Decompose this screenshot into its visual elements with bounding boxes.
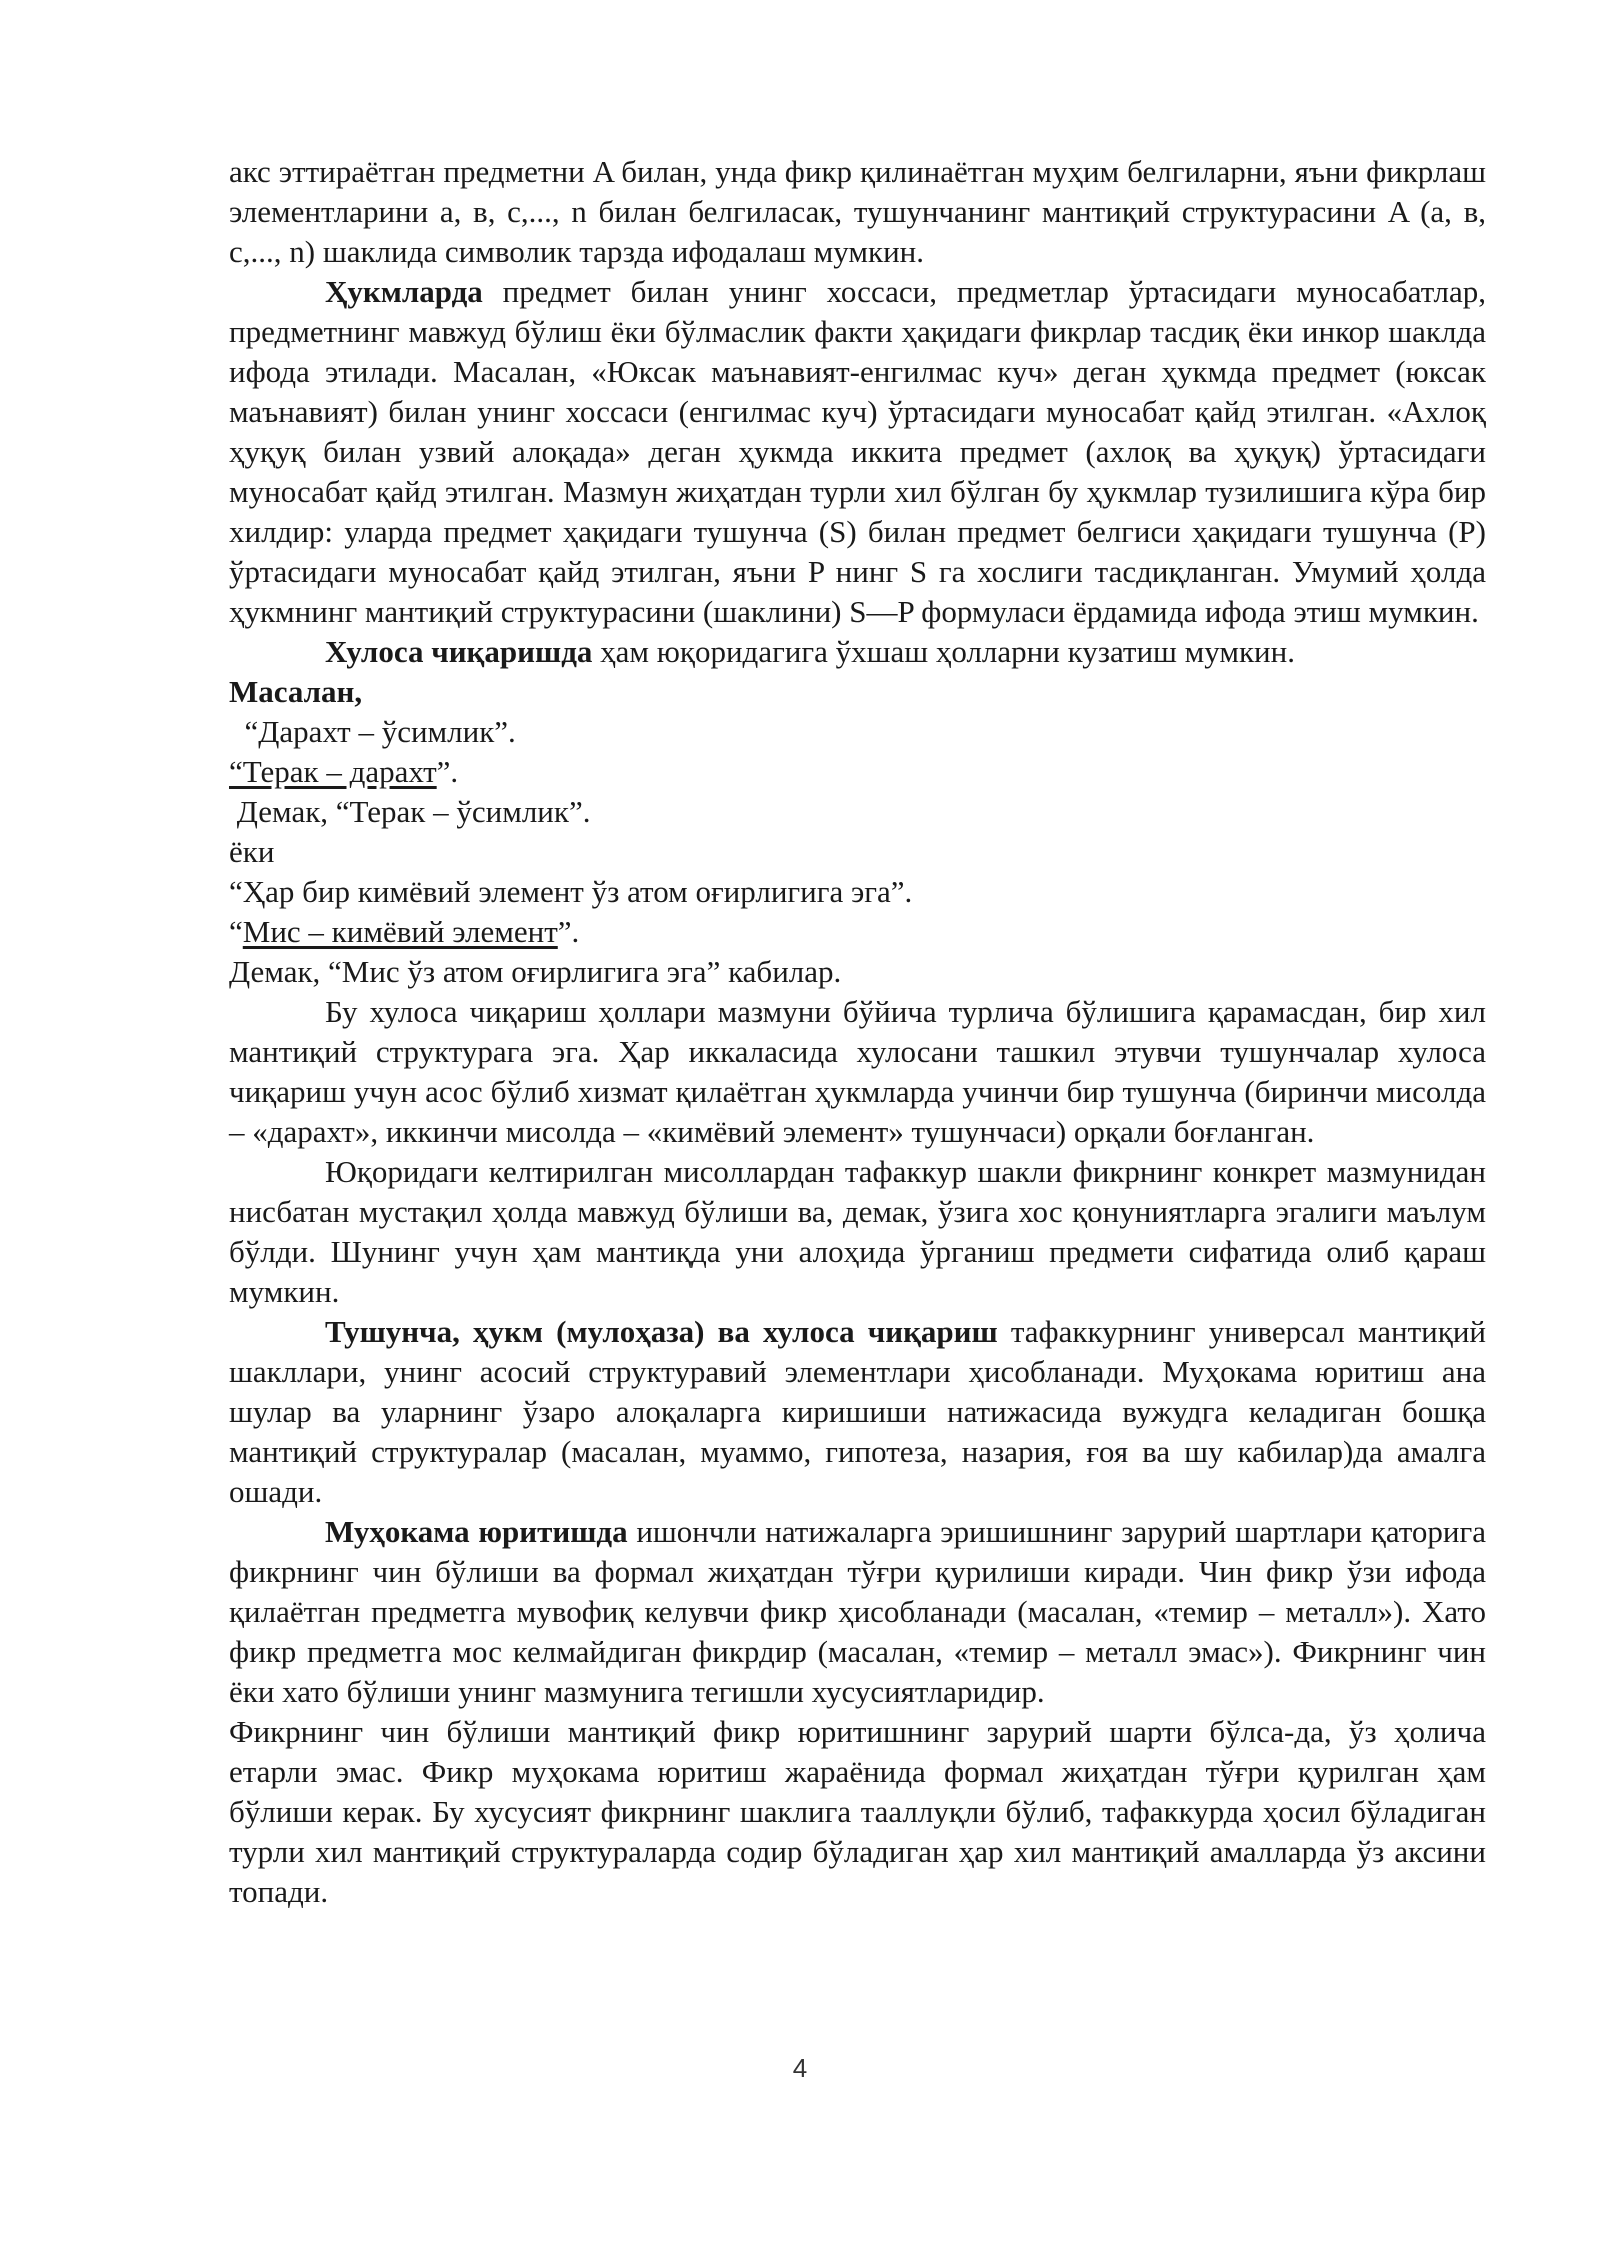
paragraph-inference — [229, 632, 1486, 672]
example-heading: Масалан, — [229, 674, 363, 709]
paragraph-concept-structure: акс эттираётган предметни A билан, унда фикр қилинаётган муҳим белгиларни, яъни фикрлаш элементларини a, в, c,..., n билан белгиласак, тушунчанинг мантиқий структурасини A (a, в, c,..., n) шаклида символик тарзда ифодалаш мумкин. — [229, 154, 1486, 269]
paragraph-truth-condition: Фикрнинг чин бўлиши мантиқий фикр юритишнинг зарурий шарти бўлса-да, ўз ҳолича етарли эмас. Фикр муҳокама юритиш жараёнида формал жиҳатдан тўғри қурилган ҳам бўлиши керак. Бу хусусият фикрнинг шаклига тааллуқли бўлиб, тафаккурда ҳосил бўладиган турли хил мантиқий структураларда содир бўладиган ҳар хил мантиқий амалларда ўз аксини топади. — [229, 1714, 1486, 1909]
paragraph-structure-analysis: Бу хулоса чиқариш ҳоллари мазмуни бўйича турлича бўлишига қарамасдан, бир хил мантиқий структурага эга. Ҳар иккаласида хулосани ташкил этувчи тушунчалар хулоса чиқариш учун асос бўлиб хизмат қилаётган ҳукмларда учинчи бир тушунча (биринчи мисолда – «дарахт», иккинчи мисолда – «кимёвий элемент» тушунчаси) орқали боғланган. — [229, 994, 1486, 1149]
term-reasoning: Муҳокама юритишда — [325, 1514, 628, 1549]
example-2-conclusion: Демак, “Мис ўз атом оғирлигига эга” кабилар. — [229, 954, 842, 989]
term-judgments: Ҳукмларда — [325, 274, 483, 309]
paragraph-inference-text: ҳам юқоридагига ўхшаш ҳолларни кузатиш мумкин. — [592, 634, 1295, 669]
example-1-conclusion: Демак, “Терак – ўсимлик”. — [229, 794, 591, 829]
example-1-premise-1: “Дарахт – ўсимлик”. — [229, 714, 516, 749]
paragraph-judgments — [229, 272, 1486, 632]
paragraph-reasoning: Муҳокама юритишда ишончли натижаларга эришишнинг зарурий шартлари қаторига фикрнинг чин бўлиши ва формал жиҳатдан тўғри қурилиши киради. Чин фикр ўзи ифода қилаётган предметга мувофиқ келувчи фикр ҳисобланади (масалан, «темир – металл»). Хато фикр предметга мос келмайдиган фикрдир (масалан, «темир – металл эмас»). Фикрнинг чин ёки хато бўлиши унинг мазмунига тегишли хусусиятларидир. — [229, 1514, 1486, 1709]
term-inference: Хулоса чиқаришда — [325, 634, 593, 669]
term-logical-forms: Тушунча, ҳукм (мулоҳаза) ва хулоса чиқариш — [325, 1314, 998, 1349]
example-2-premise-1: “Ҳар бир кимёвий элемент ўз атом оғирлигига эга”. — [229, 874, 913, 909]
example-2-premise-2: “Мис – кимёвий элемент”. — [229, 914, 580, 949]
page-number: 4 — [792, 2053, 808, 2083]
example-1-premise-2: “Терак – дарахт”. — [229, 754, 459, 789]
underlined-premise: “Терак – дарахт — [229, 754, 437, 789]
page-body — [229, 152, 1486, 1912]
underlined-premise: Мис – кимёвий элемент — [242, 914, 558, 949]
paragraph-judgments-text: предмет билан унинг хоссаси, предметлар ўртасидаги муносабатлар, предметнинг мавжуд бўлиш ёки бўлмаслик факти ҳақидаги фикрлар тасдиқ ёки инкор шаклда ифода этилади. Масалан, «Юксак маънавият-енгилмас куч» деган ҳукмда предмет (юксак маънавият) билан унинг хоссаси (енгилмас куч) ўртасидаги муносабат қайд этилган. «Ахлоқ ҳуқуқ билан узвий алоқада» деган ҳукмда иккита предмет (ахлоқ ва ҳуқуқ) ўртасидаги муносабат қайд этилган. Мазмун жиҳатдан турли хил бўлган бу ҳукмлар тузилишига кўра бир хилдир: уларда предмет ҳақидаги тушунча (S) билан предмет белгиси ҳақидаги тушунча (P) ўртасидаги муносабат қайд этилган, яъни P нинг S га хослиги тасдиқланган. Умумий ҳолда ҳукмнинг мантиқий структурасини (шаклини) S—P формуласи ёрдамида ифода этиш мумкин. — [229, 274, 1486, 629]
paragraph-logical-forms: Тушунча, ҳукм (мулоҳаза) ва хулоса чиқариш тафаккурнинг универсал мантиқий шакллари, унинг асосий структуравий элементлари ҳисобланади. Муҳокама юритиш ана шулар ва уларнинг ўзаро алоқаларга киришиши натижасида вужудга келадиган бошқа мантиқий структуралар (масалан, муаммо, гипотеза, назария, ғоя ва шу кабилар)да амалга ошади. — [229, 1314, 1486, 1509]
or-separator: ёки — [229, 834, 275, 869]
paragraph-form-independence: Юқоридаги келтирилган мисоллардан тафаккур шакли фикрнинг конкрет мазмунидан нисбатан мустақил ҳолда мавжуд бўлиши ва, демак, ўзига хос қонуниятларга эгалиги маълум бўлди. Шунинг учун ҳам мантиқда уни алоҳида ўрганиш предмети сифатида олиб қараш мумкин. — [229, 1154, 1486, 1309]
